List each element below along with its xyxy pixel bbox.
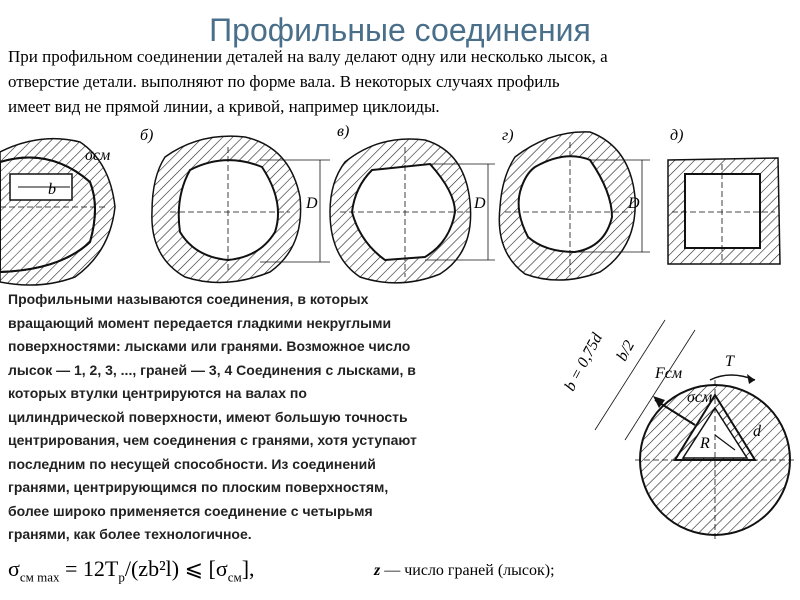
radius-label: R <box>700 435 710 452</box>
label-v: в) <box>337 123 350 140</box>
d-label-3: D <box>628 195 640 212</box>
body-line: вращающий момент передается гладкими некруглыми <box>8 314 392 331</box>
force-label: Fсм <box>655 365 683 382</box>
intro-line: При профильном соединении деталей на валу делают одну или несколько лысок, а <box>8 47 608 66</box>
body-line: лысок — 1, 2, 3, ..., граней — 3, 4 Соединения с лысками, в <box>8 361 416 378</box>
b-formula-label: b = 0,75d <box>561 330 607 394</box>
body-paragraph <box>8 288 553 547</box>
body-line: центрирования, чем соединения с гранями, хотя уступают <box>8 432 417 448</box>
profile-figures <box>0 112 800 292</box>
intro-line: отверстие детали. выполняют по форме вала. В некоторых случаях профиль <box>8 72 560 91</box>
label-g: г) <box>502 127 514 144</box>
body-line: последним по несущей способности. Из соединений <box>8 455 376 472</box>
sigma-right-label: σсм <box>687 389 713 406</box>
body-line: поверхностями: лысками или гранями. Возможное число <box>8 338 411 354</box>
label-b: б) <box>140 127 154 144</box>
figure-v <box>330 123 471 283</box>
body-line: цилиндрической поверхности, имеют большую точность <box>8 408 408 425</box>
figure-d <box>668 127 780 264</box>
b-label: b <box>48 181 56 198</box>
body-line: гранями, как более технологичное. <box>8 526 252 542</box>
stress-formula: $\sigma_{см max} = 12T_р/(zb^2l)$ ⩽ $[\sigma_{см}]$, <box>8 556 255 585</box>
formula-note: z — число граней (лысок); <box>374 562 555 579</box>
body-line: гранями, центрирующимся по плоским поверхностям, <box>8 479 389 495</box>
body-line: более широко применяется соединение с четырьмя <box>8 502 373 519</box>
figure-a <box>0 139 115 285</box>
torque-label: T <box>725 353 734 370</box>
page-title: Профильные соединения <box>209 12 591 48</box>
figure-g <box>499 127 635 280</box>
d-label-2: D <box>474 195 486 212</box>
d-label-1: D <box>306 195 318 212</box>
intro-line: имеет вид не прямой линии, а кривой, например циклоиды. <box>8 97 440 116</box>
b-half-label: b/2 <box>613 337 639 364</box>
body-line: Профильными называются соединения, в которых <box>8 291 369 307</box>
d-right-label: d <box>753 423 761 440</box>
label-d: д) <box>670 127 684 144</box>
sigma-label: σсм <box>85 147 111 164</box>
body-line: которых втулки центрируются на валах по <box>8 385 307 401</box>
key-cross-section-figure <box>555 300 800 545</box>
intro-paragraph <box>8 44 798 119</box>
figure-b <box>140 127 301 282</box>
